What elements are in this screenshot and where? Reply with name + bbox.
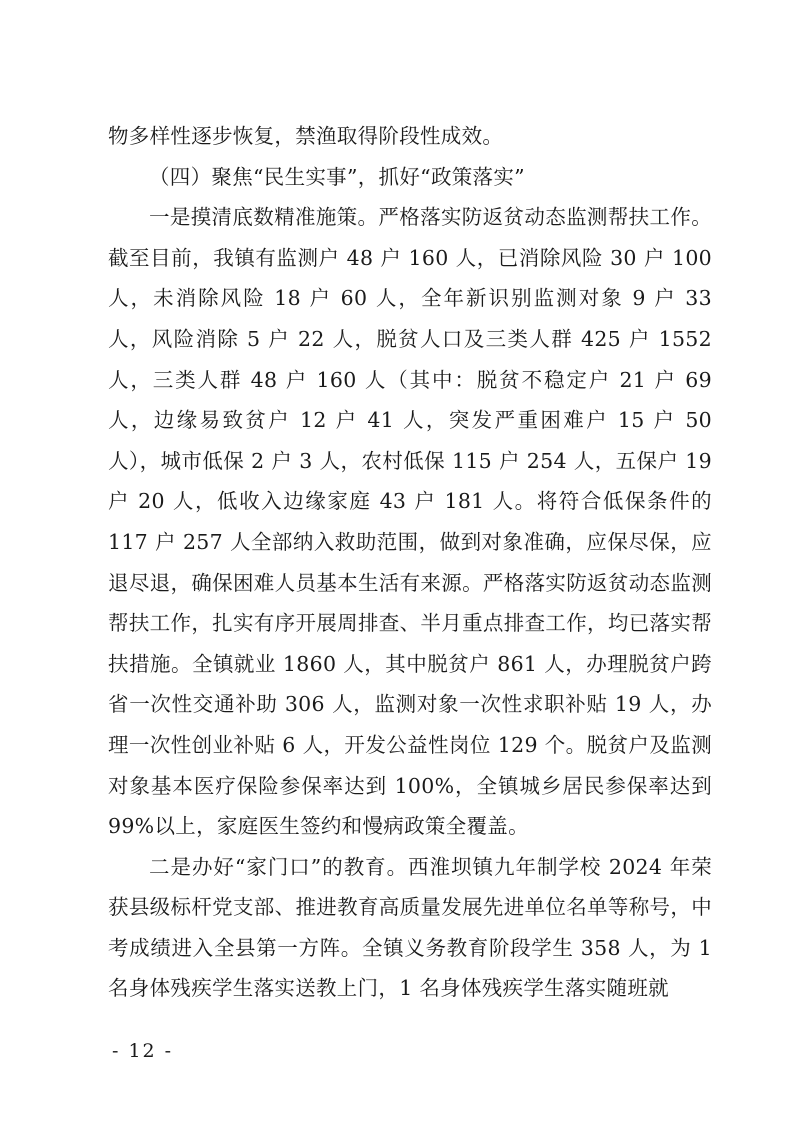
paragraph-education: 二是办好“家门口”的教育。西淮坝镇九年制学校 2024 年荣获县级标杆党支部、推进教育高质量发展先进单位名单等称号，中考成绩进入全县第一方阵。全镇义务教育阶段学生 358 人，为 1 名身体残疾学生落实送教上门，1 名身体残疾学生落实随班就 [108,854,712,1001]
paragraph-poverty-monitoring: 一是摸清底数精准施策。严格落实防返贫动态监测帮扶工作。截至目前，我镇有监测户 48 户 160 人，已消除风险 30 户 100 人，未消除风险 18 户 60 人，全年新识别监测对象 9 户 33 人，风险消除 5 户 22 人，脱贫人口及三类人群 425 户 1552 人，三类人群 48 户 160 人（其中：脱贫不稳定户 21 户 69 人，边缘易致贫户 12 户 41 人，突发严重困难户 15 户 50 人），城市低保 2 户 3 人，农村低保 115 户 254 人，五保户 19 户 20 人，低收入边缘家庭 43 户 181 人。将符合低保条件的 117 户 257 人全部纳入救助范围，做到对象准确，应保尽保，应退尽退，确保困难人员基本生活有来源。严格落实防返贫动态监测帮扶工作，扎实有序开展周排查、半月重点排查工作，均已落实帮扶措施。全镇就业 1860 人，其中脱贫户 861 人，办理脱贫户跨省一次性交通补助 306 人，监测对象一次性求职补贴 19 人，办理一次性创业补贴 6 人，开发公益性岗位 129 个。脱贫户及监测对象基本医疗保险参保率达到 100%，全镇城乡居民参保率达到 99%以上，家庭医生签约和慢病政策全覆盖。 [108,205,712,839]
page-number: - 12 - [112,1040,174,1062]
body-text [108,116,712,1009]
paragraph-continuation: 物多样性逐步恢复，禁渔取得阶段性成效。 [108,124,504,148]
section-heading: （四）聚焦“民生实事”，抓好“政策落实” [149,164,525,189]
